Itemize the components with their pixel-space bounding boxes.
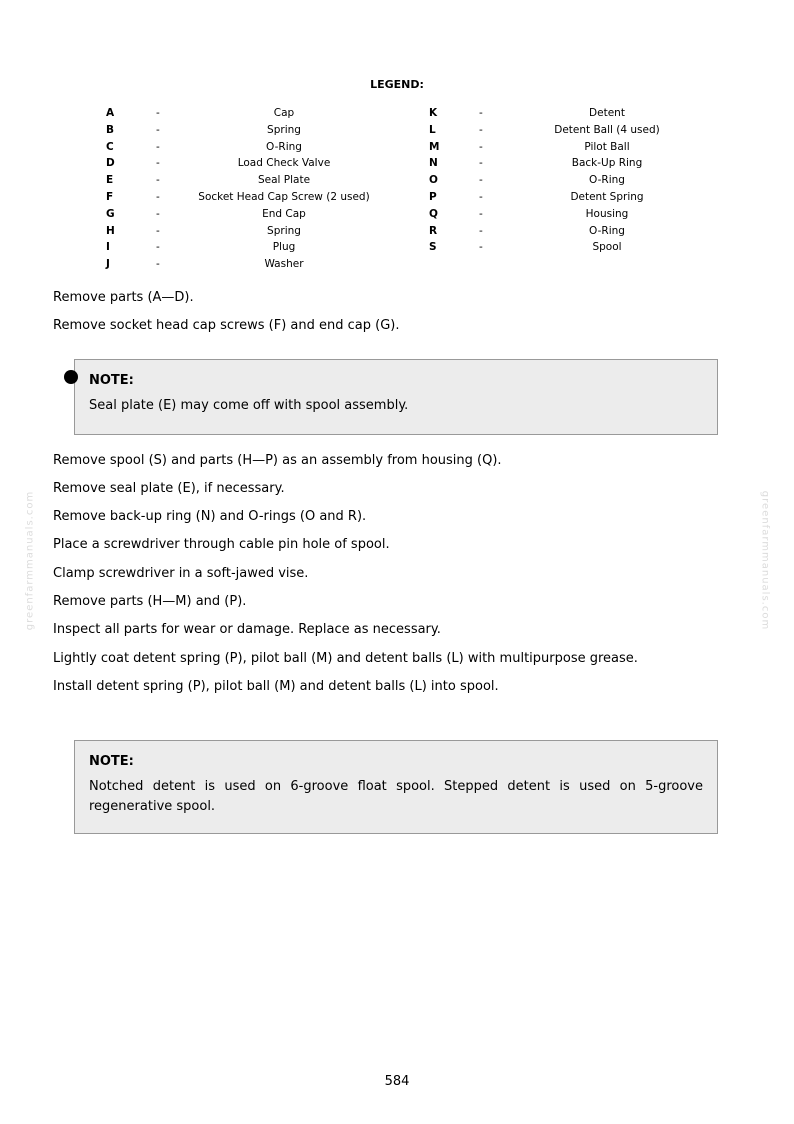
legend-dash: - (479, 174, 483, 187)
legend-dash: - (156, 107, 160, 119)
legend-item (0, 240, 794, 257)
legend-item (0, 190, 794, 207)
legend-letter: E (106, 174, 114, 187)
legend-dash: - (156, 224, 160, 237)
step-text: Remove parts (A—D). (53, 290, 194, 305)
legend-letter: J (106, 258, 110, 271)
legend-name: O-Ring (589, 174, 625, 187)
legend-dash: - (156, 174, 160, 187)
step-text: Remove spool (S) and parts (H—P) as an assembly from housing (Q). (53, 453, 502, 468)
legend-name: Plug (272, 241, 296, 254)
legend-dash: - (479, 241, 483, 254)
legend-name: Detent Spring (570, 191, 644, 203)
legend-letter: C (106, 140, 114, 153)
legend-letter: O (429, 174, 438, 187)
step-text: Install detent spring (P), pilot ball (M) and detent balls (L) into spool. (53, 679, 499, 694)
note-box (74, 740, 718, 834)
step-text: Remove seal plate (E), if necessary. (53, 481, 285, 496)
legend-title: LEGEND: (370, 78, 424, 91)
legend-name: Seal Plate (257, 174, 311, 187)
legend-letter: S (429, 241, 437, 254)
page-number: 584 (384, 1074, 410, 1089)
legend-name: Detent (589, 107, 625, 119)
legend-dash: - (479, 157, 483, 170)
legend-letter: A (106, 107, 115, 119)
legend-dash: - (479, 140, 483, 153)
legend-dash: - (156, 157, 160, 170)
legend-name: Pilot Ball (584, 140, 630, 153)
legend-letter: P (429, 191, 437, 203)
legend-name: O-Ring (589, 224, 625, 237)
legend-name: Socket Head Cap Screw (2 used) (198, 191, 370, 203)
legend-letter: I (106, 241, 110, 254)
legend-letter: L (429, 123, 436, 136)
legend-letter: B (106, 123, 115, 136)
legend-dash: - (156, 123, 160, 136)
legend-letter: F (106, 191, 114, 203)
legend-dash: - (479, 224, 483, 237)
step-text: Remove back-up ring (N) and O-rings (O and R). (53, 509, 367, 524)
legend-letter: R (429, 224, 438, 237)
legend-item (0, 257, 794, 274)
legend-name: Washer (264, 258, 304, 271)
legend-letter: D (106, 157, 115, 170)
legend-item (0, 156, 794, 173)
legend-name: Spring (267, 224, 301, 237)
legend-letter: M (429, 140, 440, 153)
bullet-dot (64, 370, 78, 384)
legend-letter: N (429, 157, 438, 170)
step-text: Clamp screwdriver in a soft-jawed vise. (53, 566, 309, 581)
watermark-right: greenfarmmanuals.com (759, 490, 771, 631)
legend-dash: - (479, 123, 483, 136)
legend-name: Spring (267, 123, 301, 136)
legend-name: Detent Ball (4 used) (554, 123, 660, 136)
legend-item (0, 123, 794, 140)
step-text: Remove socket head cap screws (F) and end cap (G). (53, 318, 400, 333)
legend-dash: - (156, 191, 160, 203)
legend-item (0, 224, 794, 241)
note-label: NOTE: (89, 373, 134, 388)
legend-name: Housing (585, 207, 629, 220)
legend-dash: - (156, 207, 160, 220)
step-text: Inspect all parts for wear or damage. Replace as necessary. (53, 622, 441, 637)
legend-dash: - (479, 207, 483, 220)
legend-dash: - (156, 241, 160, 254)
note-text: Notched detent is used on 6-groove float spool. Stepped detent is used on 5-groove regenerative spool. (89, 779, 703, 814)
legend-name: Cap (273, 107, 295, 119)
legend-dash: - (479, 107, 483, 119)
legend-dash: - (479, 191, 483, 203)
step-text: Place a screwdriver through cable pin hole of spool. (53, 537, 390, 552)
legend-name: Load Check Valve (237, 157, 331, 170)
legend-name: End Cap (262, 207, 306, 220)
legend-letter: H (106, 224, 115, 237)
legend-letter: G (106, 207, 115, 220)
legend-dash: - (156, 258, 160, 271)
note-text: Seal plate (E) may come off with spool assembly. (89, 398, 409, 413)
note-box (74, 359, 718, 435)
watermark-left: greenfarmmanuals.com (24, 490, 36, 631)
legend-item (0, 173, 794, 190)
legend-letter: K (429, 107, 438, 119)
legend-dash: - (156, 140, 160, 153)
legend-letter: Q (429, 207, 438, 220)
note-label: NOTE: (89, 754, 134, 769)
legend-item (0, 106, 794, 123)
step-text: Remove parts (H—M) and (P). (53, 594, 247, 609)
legend-name: Spool (592, 241, 622, 254)
legend-item (0, 140, 794, 157)
legend-name: O-Ring (266, 140, 302, 153)
step-text: Lightly coat detent spring (P), pilot ball (M) and detent balls (L) with multipurpose grease. (53, 651, 638, 666)
legend-name: Back-Up Ring (571, 157, 643, 170)
legend-item (0, 207, 794, 224)
